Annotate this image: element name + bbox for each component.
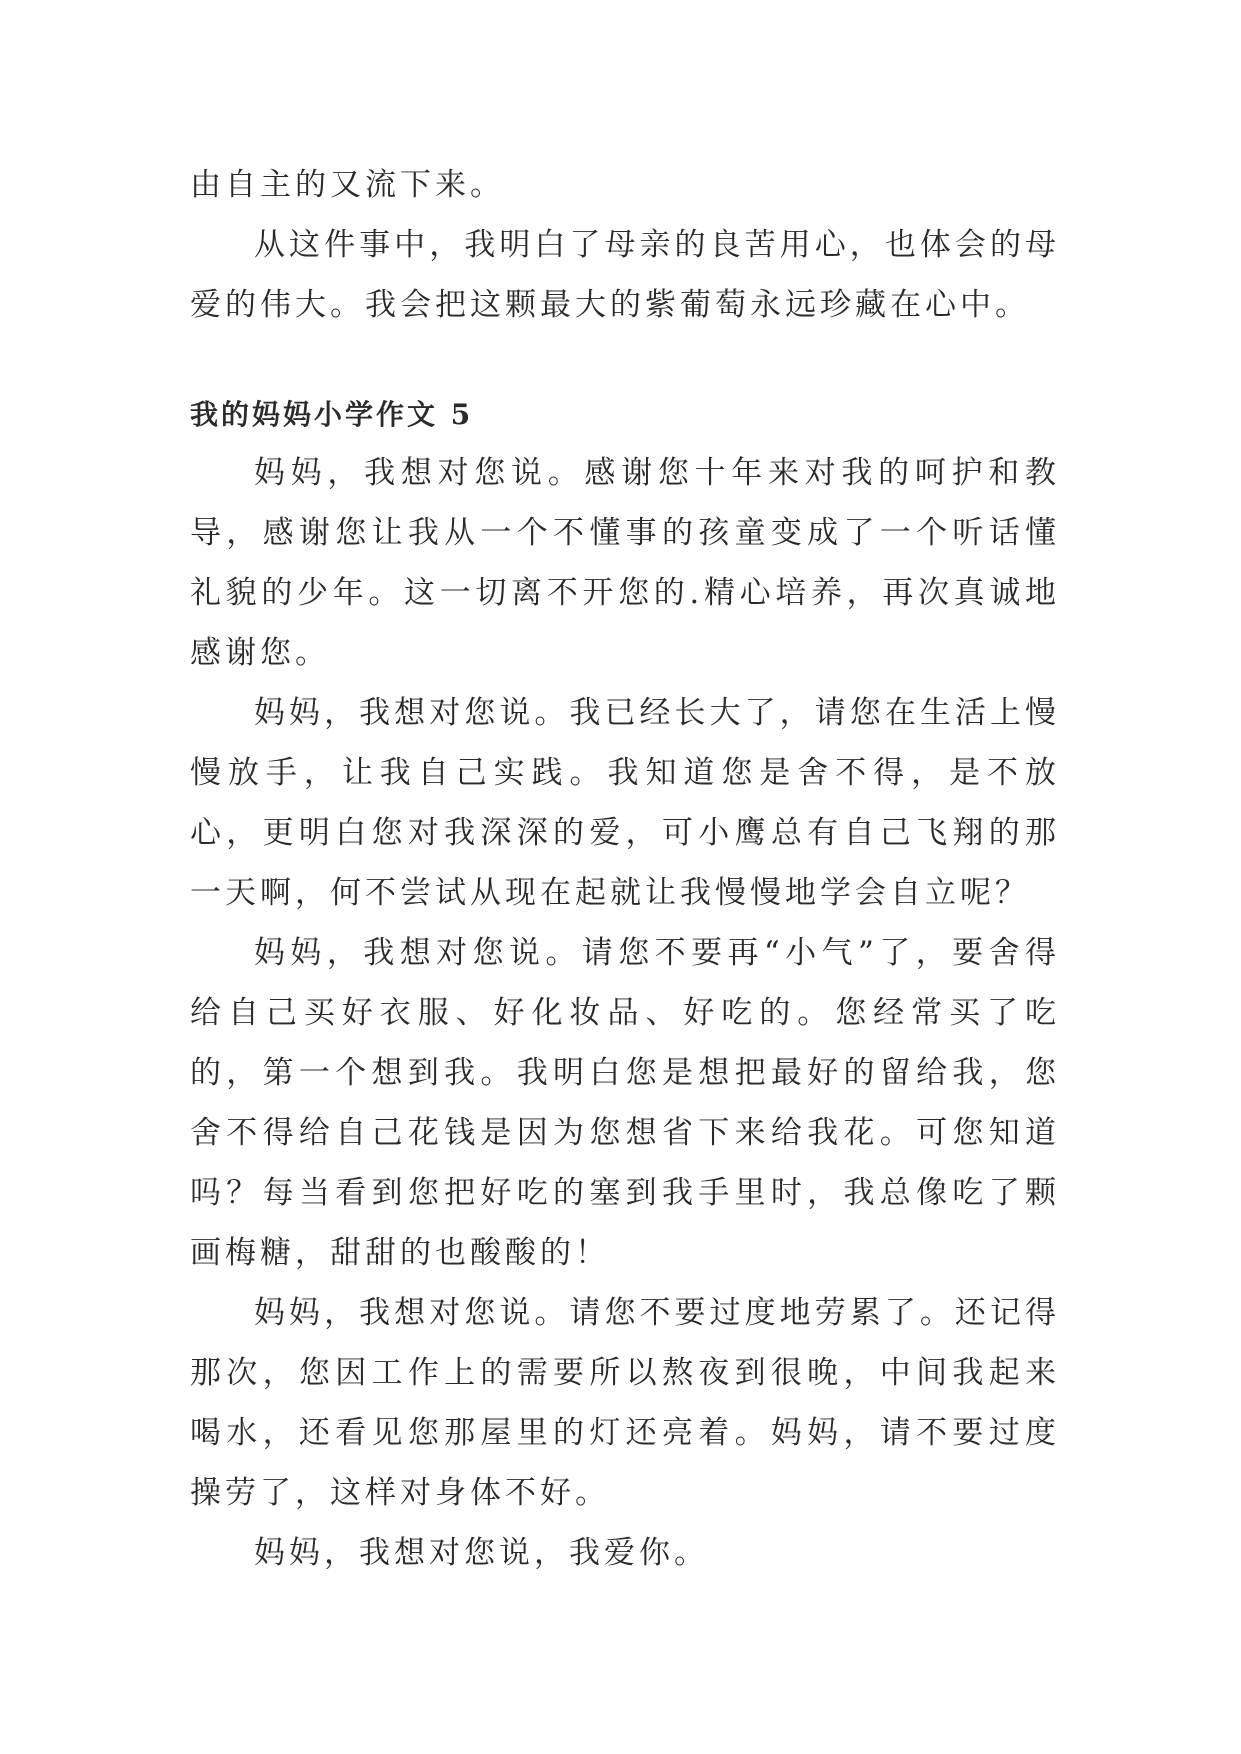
continued-paragraph: 由自主的又流下来。: [190, 167, 505, 203]
paragraph-4: 妈妈，我想对您说。请您不要过度地劳累了。还记得那次，您因工作上的需要所以熬夜到很晚，中间我起来喝水，还看见您那屋里的灯还亮着。妈妈，请不要过度操劳了，这样对身体不好。: [190, 1295, 1060, 1511]
paragraph-conclusion: 从这件事中，我明白了母亲的良苦用心，也体会的母爱的伟大。我会把这颗最大的紫葡萄永远珍藏在心中。: [190, 227, 1060, 323]
paragraph-2: 妈妈，我想对您说。我已经长大了，请您在生活上慢慢放手，让我自己实践。我知道您是舍不得，是不放心，更明白您对我深深的爱，可小鹰总有自己飞翔的那一天啊，何不尝试从现在起就让我慢慢地学会自立呢？: [190, 695, 1060, 911]
section-title: 我的妈妈小学作文 5: [190, 398, 474, 431]
paragraph-3: 妈妈，我想对您说。请您不要再“小气”了，要舍得给自己买好衣服、好化妆品、好吃的。您经常买了吃的，第一个想到我。我明白您是想把最好的留给我，您舍不得给自己花钱是因为您想省下来给我花。可您知道吗？每当看到您把好吃的塞到我手里时，我总像吃了颗画梅糖，甜甜的也酸酸的！: [190, 935, 1060, 1271]
document-body: [190, 155, 1060, 1583]
paragraph-1: 妈妈，我想对您说。感谢您十年来对我的呵护和教导，感谢您让我从一个不懂事的孩童变成了一个听话懂礼貌的少年。这一切离不开您的.精心培养，再次真诚地感谢您。: [190, 455, 1060, 671]
paragraph-5: 妈妈，我想对您说，我爱你。: [254, 1535, 709, 1571]
